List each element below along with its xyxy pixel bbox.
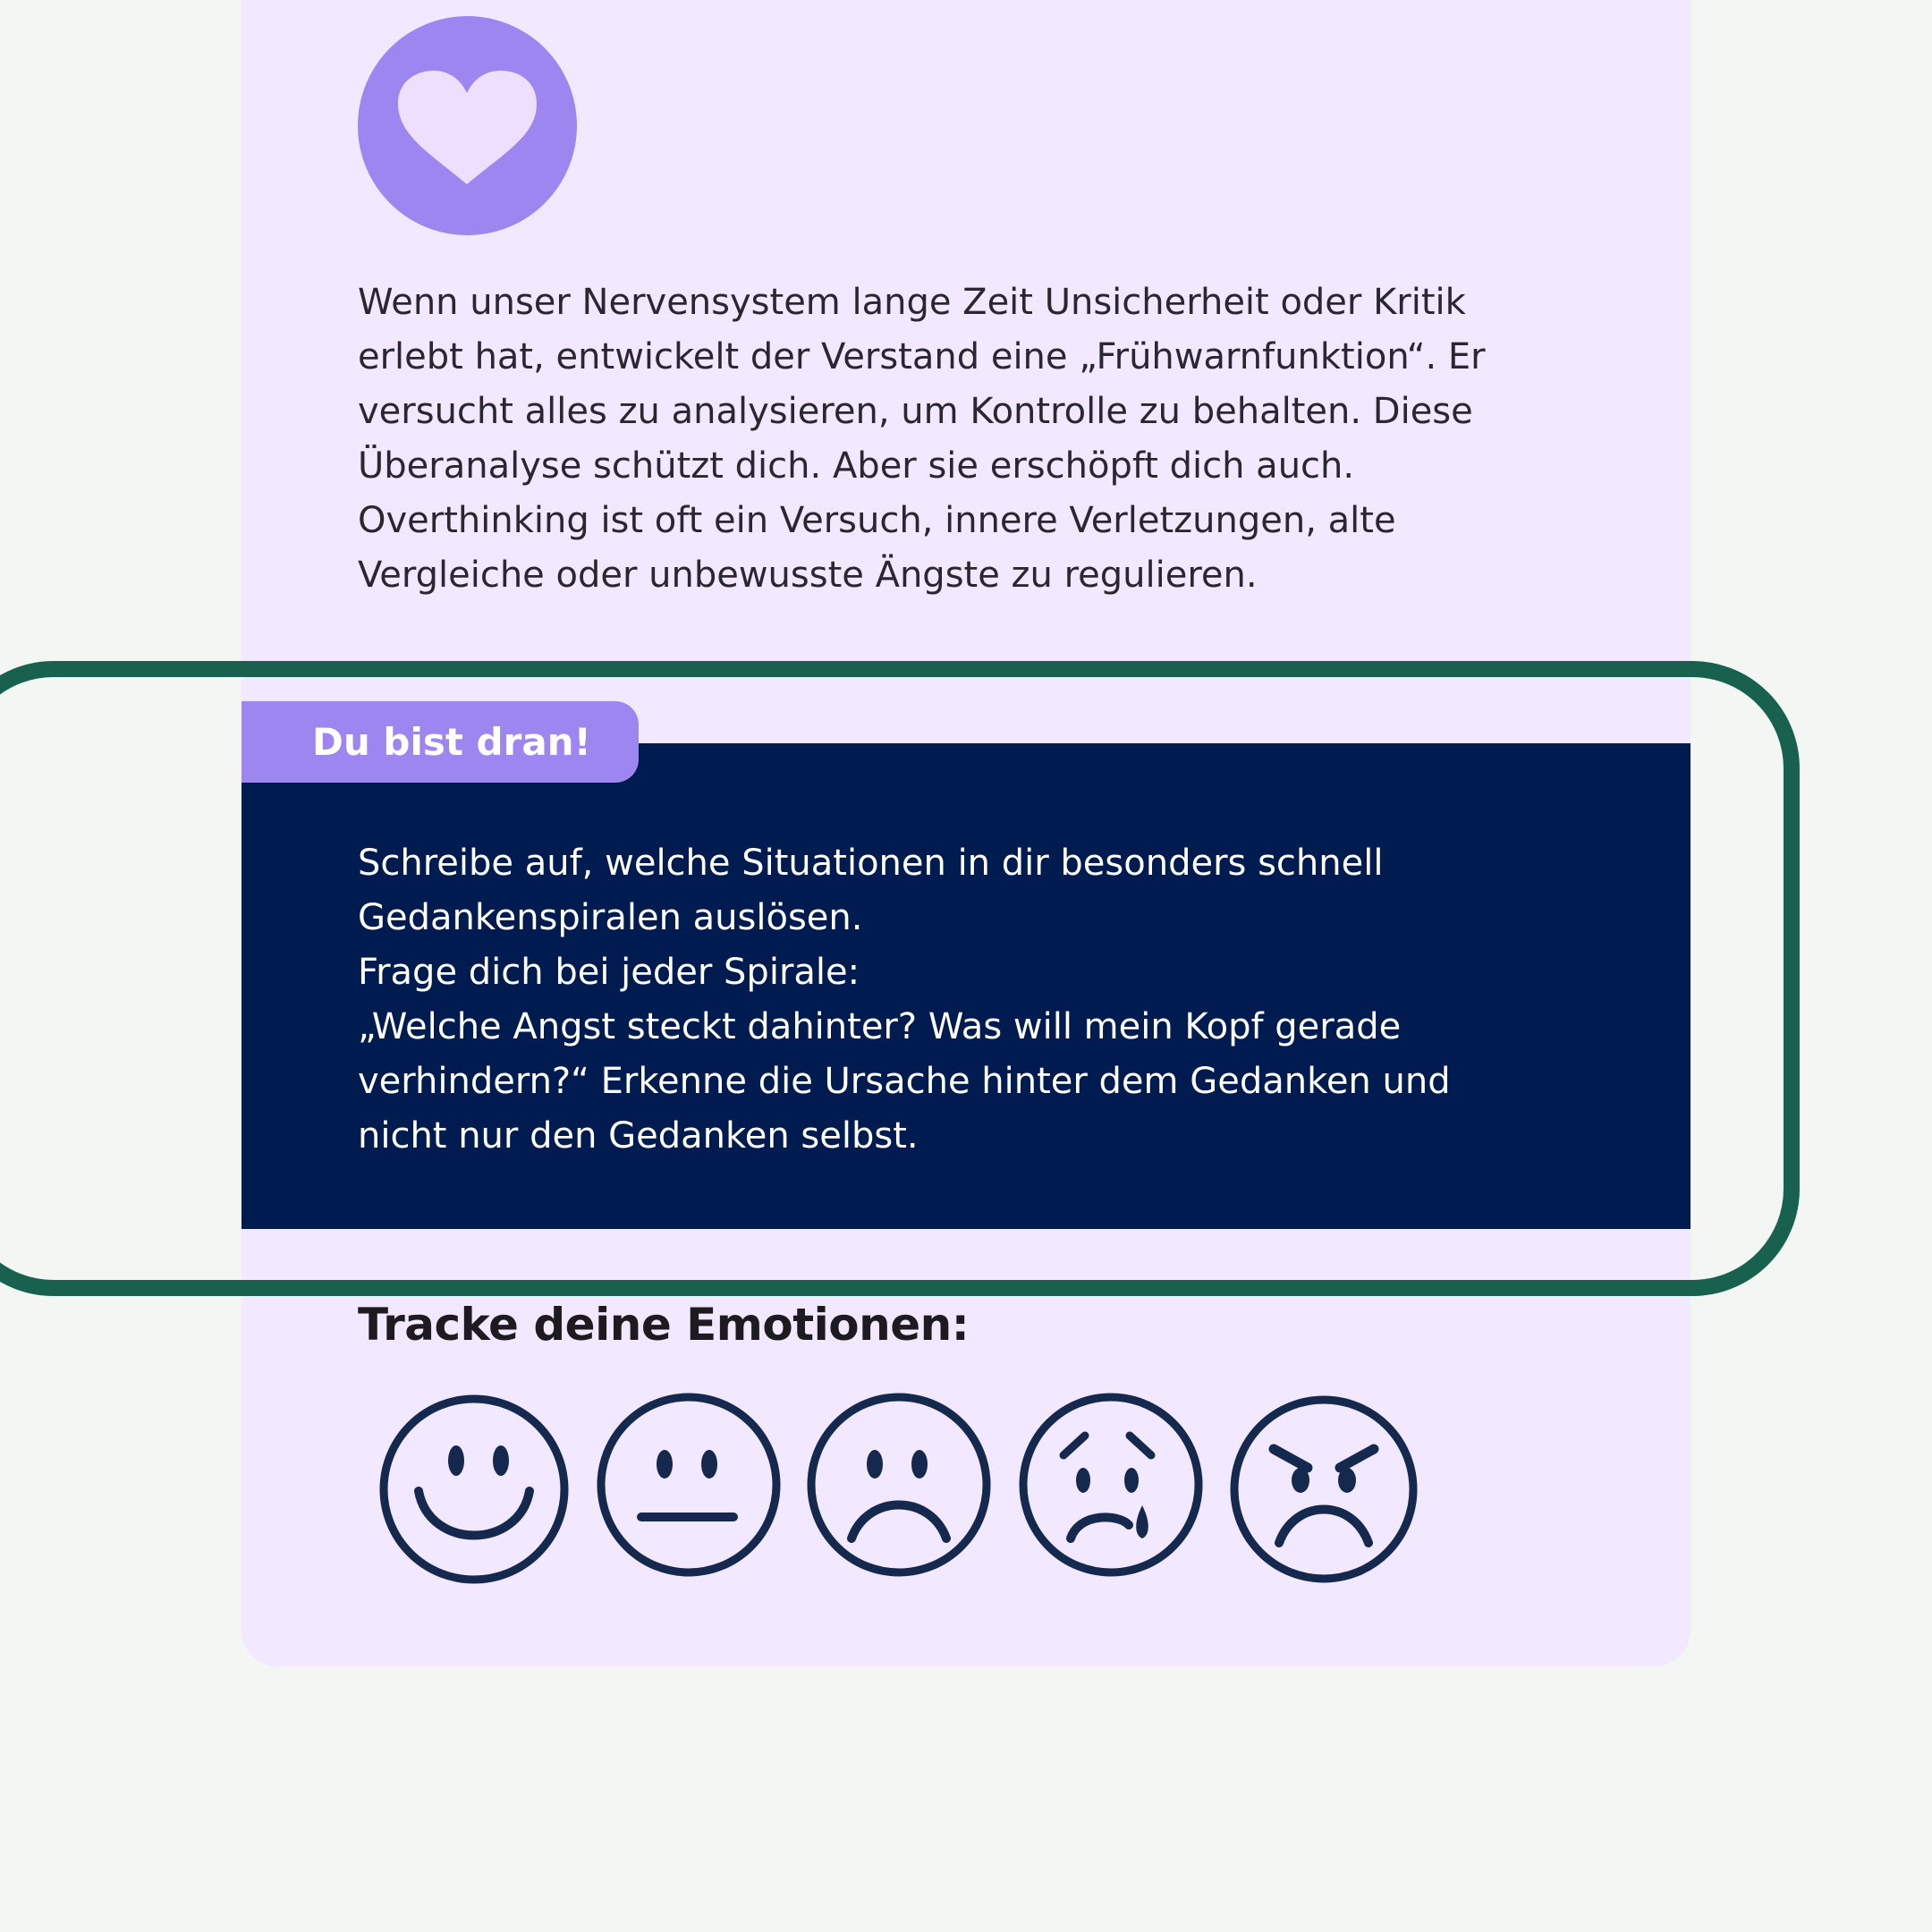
task-line: Schreibe auf, welche Situationen in dir besonders schnell [358, 843, 1384, 884]
emotions-title: Tracke deine Emotionen: [358, 1299, 970, 1351]
angry-face-icon[interactable] [1225, 1391, 1422, 1588]
task-line: Frage dich bei jeder Spirale: [358, 952, 860, 993]
sad-face-icon[interactable] [805, 1391, 993, 1579]
heart-badge [358, 16, 577, 235]
intro-line: Overthinking ist oft ein Versuch, innere Verletzungen, alte [358, 500, 1396, 541]
heart-icon [394, 68, 541, 189]
happy-face-icon[interactable] [376, 1391, 572, 1588]
task-tab-label: Du bist dran! [242, 701, 639, 783]
intro-text [358, 275, 1574, 603]
crying-face-icon[interactable] [1017, 1391, 1205, 1579]
task-line: „Welche Angst steckt dahinter? Was will mein Kopf gerade [358, 1006, 1402, 1047]
intro-line: versucht alles zu analysieren, um Kontrolle zu behalten. Diese [358, 391, 1473, 432]
emotion-faces [376, 1391, 1422, 1588]
task-text [358, 836, 1592, 1164]
task-line: Gedankenspiralen auslösen. [358, 897, 863, 938]
neutral-face-icon[interactable] [595, 1391, 783, 1579]
intro-line: Vergleiche oder unbewusste Ängste zu regulieren. [358, 555, 1258, 596]
intro-line: erlebt hat, entwickelt der Verstand eine „Frühwarnfunktion“. Er [358, 336, 1486, 377]
intro-line: Überanalyse schützt dich. Aber sie erschöpft dich auch. [358, 445, 1355, 487]
task-line: verhindern?“ Erkenne die Ursache hinter dem Gedanken und [358, 1061, 1451, 1102]
intro-line: Wenn unser Nervensystem lange Zeit Unsicherheit oder Kritik [358, 282, 1466, 323]
task-line: nicht nur den Gedanken selbst. [358, 1115, 919, 1157]
